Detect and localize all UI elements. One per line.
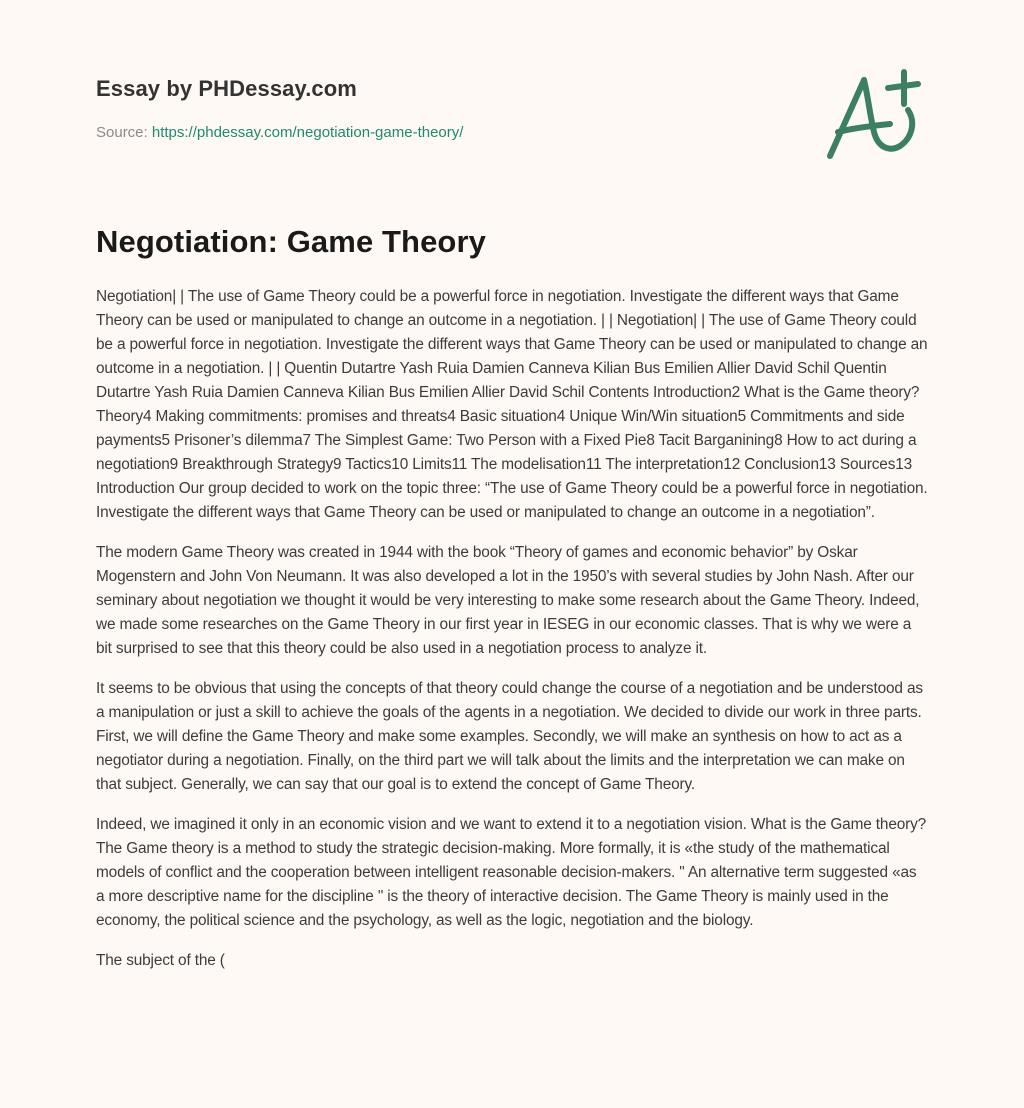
source-label: Source: xyxy=(96,124,152,141)
paragraph: The subject of the ( xyxy=(96,952,225,969)
source-line xyxy=(96,124,463,141)
source-link[interactable]: https://phdessay.com/negotiation-game-theory/ xyxy=(151,124,464,141)
paragraph: It seems to be obvious that using the concepts of that theory could change the course of a negotiation and be understood as a manipulation or just a skill to achieve the goals of the agents in a negotiation. We decided to divide our work in three parts. First, we will define the Game Theory and make some examples. Secondly, we will make an synthesis on how to act as a negotiator during a negotiation. Finally, on the third part we will talk about the limits and the interpretation we can make on that subject. Generally, we can say that our goal is to extend the concept of Game Theory. xyxy=(96,680,923,793)
page-header xyxy=(96,0,928,200)
paragraph: The modern Game Theory was created in 1944 with the book “Theory of games and economic behavior” by Oskar Mogenstern and John Von Neumann. It was also developed a lot in the 1950’s with several studies by John Nash. After our seminary about negotiation we thought it would be very interesting to make some research about the Game Theory. Indeed, we made some researches on the Game Theory in our first year in IESEG in our economic classes. That is why we were a bit surprised to see that this theory could be also used in a negotiation process to analyze it. xyxy=(96,544,920,657)
paragraph: Negotiation| | The use of Game Theory could be a powerful force in negotiation. Investigate the different ways that Game Theory can be used or manipulated to change an outcome in a negotiation. | | Negotiation| | The use of Game Theory could be a powerful force in negotiation. Investigate the different ways that Game Theory can be used or manipulated to change an outcome in a negotiation. | | Quentin Dutartre Yash Ruia Damien Canneva Kilian Bus Emilien Allier David Schil Quentin Dutartre Yash Ruia Damien Canneva Kilian Bus Emilien Allier David Schil Contents Introduction2 What is the Game theory? Theory4 Making commitments: promises and threats4 Basic situation4 Unique Win/Win situation5 Commitments and side payments5 Prisoner’s dilemma7 The Simplest Game: Two Person with a Fixed Pie8 Tacit Barganining8 How to act during a negotiation9 Breakthrough Strategy9 Tactics10 Limits11 The modelisation11 The interpretation12 Conclusion13 Sources13 Introduction Our group decided to work on the topic three: “The use of Game Theory could be a powerful force in negotiation. Investigate the different ways that Game Theory can be used or manipulated to change an outcome in a negotiation”. xyxy=(96,288,928,521)
a-plus-grade-icon xyxy=(824,66,928,166)
article-title: Negotiation: Game Theory xyxy=(96,224,486,259)
article-body xyxy=(96,285,928,989)
paragraph: Indeed, we imagined it only in an economic vision and we want to extend it to a negotiation vision. What is the Game theory? The Game theory is a method to study the strategic decision-making. More formally, it is «the study of the mathematical models of conflict and the cooperation between intelligent reasonable decision-makers. " An alternative term suggested «as a more descriptive name for the discipline " is the theory of interactive decision. The Game Theory is mainly used in the economy, the political science and the psychology, as well as the logic, negotiation and the biology. xyxy=(96,816,927,929)
site-brand: Essay by PHDessay.com xyxy=(96,76,357,101)
essay-page xyxy=(96,0,928,969)
